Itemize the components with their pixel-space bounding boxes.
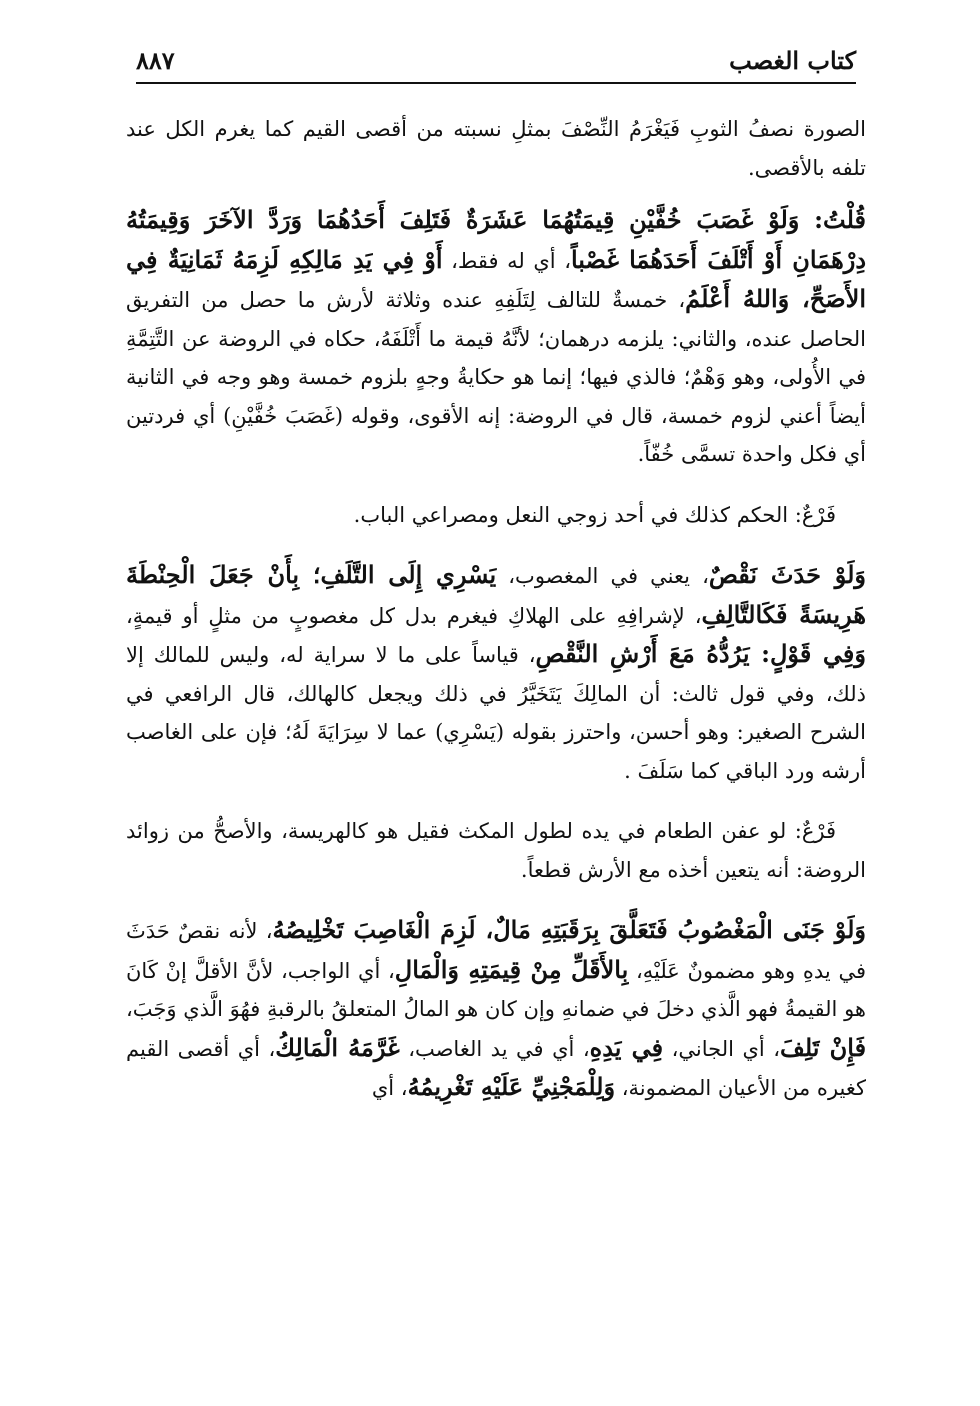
matn-text: فَإِنْ تَلِفَ xyxy=(779,1032,867,1062)
header-rule xyxy=(136,82,856,84)
commentary-text: ، خمسةٌ للتالف لِتَلَفِهِ عنده وثلاثة لأرش ما حصل من التفريق الحاصل عنده، والثاني: يلزمه درهمان؛ لأنَّهُ قيمة ما أَتْلَفَهُ، حكاه في الروضة عن التَّتِمَّةِ في الأُولى، وهو وَهْمٌ؛ فالذي فيها؛ إنما هو حكايةُ وجهٍ بلزوم خمسة وهو وجه في الثانية أيضاً أعني لزوم خمسة، قال في الروضة: إنه الأقوى، وقوله (غَصَبَ خُفَّيْنِ) أي فردتين أي فكل واحدة تسمَّى خُفّاً. xyxy=(126,288,866,466)
chapter-title: كتاب الغصب xyxy=(729,46,856,75)
matn-text: يَسْرِي إِلَى التَّلَفِ؛ بِأَنْ جَعَلَ الْحِنْطَةَ هَرِيسَةً فَكَالتَّالِفِ xyxy=(126,560,866,629)
matn-text: فِي يَدِهِ xyxy=(589,1032,664,1062)
matn-text: وَلَوْ جَنَى الْمَغْصُوبُ فَتَعَلَّقَ بِرَقَبَتِهِ مَالٌ، لَزِمَ الْغَاصِبَ تَخْلِيصُهُ xyxy=(272,915,866,944)
commentary-text: ، أي الجاني، xyxy=(663,1036,780,1061)
matn-text: أَوْ فِي يَدِ مَالِكِهِ لَزِمَهُ ثَمَانِيَةٌ فِي الأَصَحِّ، وَاللهُ أَعْلَمُ xyxy=(126,244,866,313)
page-body xyxy=(126,110,866,1130)
paragraph-6 xyxy=(126,911,866,1108)
commentary-text: ، لأنه نقصٌ حَدَثَ في يدهِ وهو مضمونٌ عَلَيْهِ، xyxy=(126,919,866,983)
paragraph-1 xyxy=(126,110,866,187)
far-text: فَرْعٌ: لو عفن الطعام في يده لطول المكث فقيل هو كالهريسة، والأصحُّ من زوائد الروضة: أنه يتعين أخذه مع الأرش قطعاً. xyxy=(126,819,866,882)
far-text: فَرْعٌ: الحكم كذلك في أحد زوجي النعل ومصراعي الباب. xyxy=(353,502,836,527)
commentary-text: ، أي xyxy=(371,1076,408,1100)
matn-text: غَرَّمَهُ الْمَالِكُ xyxy=(275,1032,400,1062)
commentary-text: ، لإشرافِهِ على الهلاكِ فيغرم بدل كل مغصوبٍ من مثلٍ أو قيمةٍ، xyxy=(126,603,702,628)
commentary-text: ، أي الواجب، لأنَّ الأقلَّ إنْ كَانَ هو القيمةُ فهو الَّذي دخلَ في ضمانهِ وإن كان هو المالُ المتعلقُ بالرقبةِ فهُوَ الَّذي وَجَبَ، xyxy=(126,958,866,1021)
matn-text: وَفِي قَوْلٍ: يَرُدُّهُ مَعَ أَرْشِ النَّقْصِ xyxy=(535,639,866,668)
paragraph-4 xyxy=(126,556,866,790)
page-header xyxy=(136,40,856,86)
commentary-text: ، أي في يد الغاصب، xyxy=(399,1036,590,1061)
matn-text: وَلَوْ حَدَثَ نَقْصٌ xyxy=(708,560,866,589)
paragraph-5-far xyxy=(126,812,866,889)
commentary-text: ، قياساً على ما لا سراية له، وليس للمالك إلا ذلك، وفي قول ثالث: أن المالِكَ يَتَخَيَّرُ في ذلك ويجعل كالهالك، قال الرافعي في الشرح الصغير: وهو أحسن، واحترز بقوله (يَسْرِي) عما لا سِرَايَةَ لَهُ؛ فإن على الغاصب أرشه ورد الباقي كما سَلَفَ . xyxy=(126,643,866,783)
commentary-text: ، يعني في المغصوب، xyxy=(496,564,709,588)
matn-text: وَلِلْمَجْنِيِّ عَلَيْهِ تَغْرِيمُهُ xyxy=(407,1072,616,1101)
matn-text: بِالأَقَلِّ مِنْ قِيمَتِهِ وَالْمَالِ xyxy=(394,954,629,984)
commentary-text: ، أي أقصى القيم كغيره من الأعيان المضمونة، xyxy=(126,1036,866,1100)
paragraph-3-far xyxy=(126,496,866,535)
commentary-text: الصورة نصفُ الثوبِ فَيَغْرَمُ النِّصْفَ بمثلِ نسبته من أقصى القيم كما يغرم الكل عند تلفه بالأقصى. xyxy=(126,117,866,180)
paragraph-2 xyxy=(126,201,866,474)
matn-text: قُلْتُ: وَلَوْ غَصَبَ خُفَّيْنِ قِيمَتُهُمَا عَشَرَةٌ فَتَلِفَ أَحَدُهُمَا وَرَدَّ الآخَرَ وَقِيمَتُهُ دِرْهَمَانِ أَوْ أَتْلَفَ أَحَدَهُمَا غَصْباً xyxy=(126,205,867,274)
page-number: ٨٨٧ xyxy=(136,46,175,75)
commentary-text: ، أي له فقط، xyxy=(442,248,571,273)
